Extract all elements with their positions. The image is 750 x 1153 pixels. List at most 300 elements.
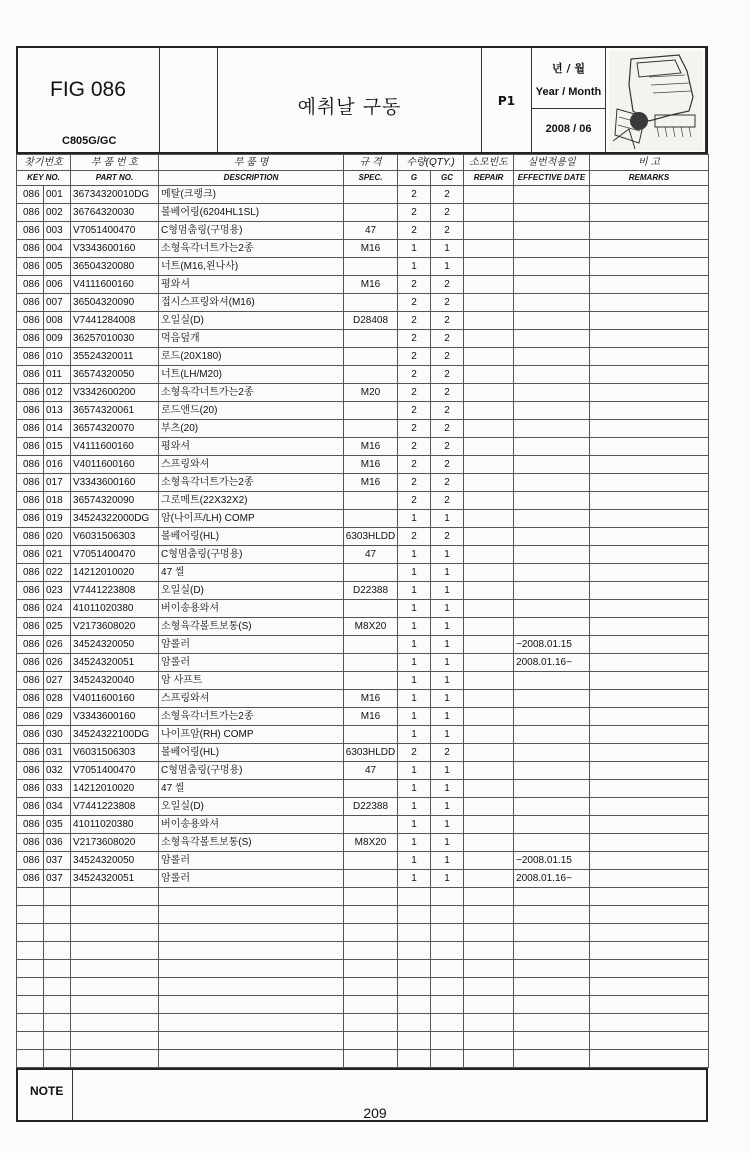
cell-desc: [159, 888, 344, 906]
cell-eff: [514, 690, 590, 708]
cell-eff: [514, 438, 590, 456]
cell-gc: 1: [431, 798, 464, 816]
table-row: [17, 1050, 709, 1068]
cell-rem: [590, 384, 709, 402]
cell-part: V7051400470: [71, 222, 159, 240]
table-row: [17, 186, 709, 204]
cell-desc: 47 씰: [159, 780, 344, 798]
cell-desc: [159, 960, 344, 978]
cell-eff: [514, 528, 590, 546]
col-qty-gc: GC: [431, 171, 464, 186]
cell-rem: [590, 780, 709, 798]
cell-k1: 086: [17, 492, 44, 510]
cell-k1: 086: [17, 528, 44, 546]
cell-rem: [590, 852, 709, 870]
cell-spec: [344, 654, 398, 672]
cell-k2: 019: [44, 510, 71, 528]
table-row: [17, 924, 709, 942]
cell-g: 2: [398, 384, 431, 402]
cell-k1: 086: [17, 636, 44, 654]
cell-rem: [590, 762, 709, 780]
table-row: [17, 1032, 709, 1050]
table-row: [17, 960, 709, 978]
cell-spec: [344, 492, 398, 510]
cell-gc: 2: [431, 276, 464, 294]
cell-rep: [464, 798, 514, 816]
cell-k1: [17, 996, 44, 1014]
cell-rep: [464, 1050, 514, 1068]
header-row-en: [17, 171, 709, 186]
cell-part: 34524320050: [71, 852, 159, 870]
cell-k2: 012: [44, 384, 71, 402]
col-eff-en: EFFECTIVE DATE: [514, 171, 590, 186]
cell-k2: 023: [44, 582, 71, 600]
cell-spec: 47: [344, 222, 398, 240]
cell-part: V7441284008: [71, 312, 159, 330]
cell-desc: 암 사프트: [159, 672, 344, 690]
cell-rep: [464, 384, 514, 402]
cell-desc: 너트(M16,왼나사): [159, 258, 344, 276]
table-row: [17, 222, 709, 240]
cell-gc: 2: [431, 312, 464, 330]
cell-part: V3342600200: [71, 384, 159, 402]
cell-g: 2: [398, 330, 431, 348]
cell-gc: 2: [431, 456, 464, 474]
cell-rep: [464, 240, 514, 258]
cell-k1: 086: [17, 474, 44, 492]
cell-k2: 021: [44, 546, 71, 564]
cell-k1: 086: [17, 420, 44, 438]
table-row: [17, 762, 709, 780]
cell-desc: 로드(20X180): [159, 348, 344, 366]
cell-part: 36734320010DG: [71, 186, 159, 204]
cell-eff: [514, 744, 590, 762]
cell-part: V4011600160: [71, 456, 159, 474]
cell-desc: 암롤러: [159, 870, 344, 888]
cell-desc: 47 씰: [159, 564, 344, 582]
cell-desc: 소형육각볼트보통(S): [159, 618, 344, 636]
cell-k1: 086: [17, 834, 44, 852]
cell-k2: [44, 942, 71, 960]
cell-gc: [431, 996, 464, 1014]
cell-k1: [17, 1032, 44, 1050]
cell-k2: [44, 906, 71, 924]
cell-part: [71, 1050, 159, 1068]
cell-eff: [514, 258, 590, 276]
cell-k1: [17, 924, 44, 942]
cell-spec: D28408: [344, 312, 398, 330]
cell-eff: [514, 186, 590, 204]
cell-eff: [514, 1050, 590, 1068]
cell-rep: [464, 186, 514, 204]
cell-eff: [514, 672, 590, 690]
cell-gc: [431, 906, 464, 924]
cell-spec: 6303HLDD: [344, 528, 398, 546]
cell-rep: [464, 690, 514, 708]
table-row: [17, 384, 709, 402]
cell-rem: [590, 330, 709, 348]
cell-spec: [344, 510, 398, 528]
cell-k2: 005: [44, 258, 71, 276]
cell-gc: 1: [431, 240, 464, 258]
cell-spec: [344, 636, 398, 654]
cell-g: [398, 1050, 431, 1068]
cell-k1: 086: [17, 582, 44, 600]
cell-k2: [44, 924, 71, 942]
cell-k2: 008: [44, 312, 71, 330]
cell-gc: 1: [431, 870, 464, 888]
cell-spec: D22388: [344, 582, 398, 600]
cell-desc: [159, 906, 344, 924]
cell-part: 34524320050: [71, 636, 159, 654]
cell-gc: 1: [431, 852, 464, 870]
cell-spec: [344, 1032, 398, 1050]
page-number: 209: [363, 1105, 387, 1121]
cell-rep: [464, 852, 514, 870]
cell-k2: 035: [44, 816, 71, 834]
table-row: [17, 474, 709, 492]
cell-desc: [159, 942, 344, 960]
year-month-label-kr: 년 / 월: [552, 62, 585, 75]
cell-gc: 2: [431, 492, 464, 510]
cell-eff: [514, 618, 590, 636]
cell-part: 34524320051: [71, 870, 159, 888]
cell-rem: [590, 402, 709, 420]
cell-gc: 1: [431, 708, 464, 726]
cell-gc: 1: [431, 510, 464, 528]
cell-g: 1: [398, 636, 431, 654]
cell-part: [71, 888, 159, 906]
cell-spec: [344, 852, 398, 870]
table-row: [17, 888, 709, 906]
cell-desc: [159, 1032, 344, 1050]
cell-g: 1: [398, 834, 431, 852]
cell-desc: 볼베어링(HL): [159, 744, 344, 762]
cell-part: 34524320040: [71, 672, 159, 690]
cell-k1: 086: [17, 276, 44, 294]
cell-gc: [431, 1032, 464, 1050]
col-qty-g: G: [398, 171, 431, 186]
cell-k2: [44, 888, 71, 906]
cell-g: 2: [398, 402, 431, 420]
cell-g: 1: [398, 510, 431, 528]
table-row: [17, 834, 709, 852]
cell-spec: [344, 258, 398, 276]
cell-rep: [464, 528, 514, 546]
cell-rep: [464, 366, 514, 384]
cell-eff: [514, 402, 590, 420]
cell-gc: 1: [431, 636, 464, 654]
cell-desc: C형멈춤링(구멍용): [159, 762, 344, 780]
col-part-en: PART NO.: [71, 171, 159, 186]
cell-eff: [514, 222, 590, 240]
cell-eff: [514, 330, 590, 348]
cell-gc: 1: [431, 726, 464, 744]
cell-spec: 47: [344, 546, 398, 564]
cell-k1: 086: [17, 330, 44, 348]
cell-part: [71, 924, 159, 942]
cell-k1: 086: [17, 258, 44, 276]
cell-rem: [590, 654, 709, 672]
cell-rep: [464, 1014, 514, 1032]
cell-eff: [514, 816, 590, 834]
table-row: [17, 330, 709, 348]
cell-part: 36574320050: [71, 366, 159, 384]
cell-eff: 2008.01.16~: [514, 870, 590, 888]
table-row: [17, 600, 709, 618]
cell-k1: 086: [17, 348, 44, 366]
table-row: [17, 942, 709, 960]
cell-k1: 086: [17, 366, 44, 384]
cell-k2: 026: [44, 654, 71, 672]
cell-k1: 086: [17, 456, 44, 474]
cell-spec: M16: [344, 438, 398, 456]
cell-g: 2: [398, 276, 431, 294]
parts-table: [16, 154, 709, 1068]
table-row: [17, 870, 709, 888]
cell-gc: 1: [431, 780, 464, 798]
cell-desc: 접시스프링와셔(M16): [159, 294, 344, 312]
cell-k1: 086: [17, 654, 44, 672]
cell-part: 41011020380: [71, 816, 159, 834]
col-desc-kr: 부 품 명: [159, 155, 344, 171]
cell-eff: [514, 420, 590, 438]
cell-k2: 033: [44, 780, 71, 798]
table-row: [17, 510, 709, 528]
cell-k2: [44, 1014, 71, 1032]
cell-g: 2: [398, 438, 431, 456]
cell-desc: 버이송용와셔: [159, 816, 344, 834]
cell-desc: 볼베어링(HL): [159, 528, 344, 546]
cell-rem: [590, 366, 709, 384]
cell-rep: [464, 420, 514, 438]
cell-rem: [590, 222, 709, 240]
cell-part: V4111600160: [71, 276, 159, 294]
cell-desc: 암(나이프/LH) COMP: [159, 510, 344, 528]
cell-k2: 016: [44, 456, 71, 474]
cell-g: [398, 1032, 431, 1050]
cell-gc: 1: [431, 618, 464, 636]
cell-rem: [590, 546, 709, 564]
cell-rep: [464, 348, 514, 366]
table-row: [17, 420, 709, 438]
cell-gc: 2: [431, 204, 464, 222]
cell-rep: [464, 816, 514, 834]
cell-spec: [344, 366, 398, 384]
cell-rep: [464, 744, 514, 762]
cell-k1: 086: [17, 204, 44, 222]
cell-gc: [431, 888, 464, 906]
cell-eff: [514, 582, 590, 600]
cell-part: 36574320061: [71, 402, 159, 420]
cell-desc: 그로메트(22X32X2): [159, 492, 344, 510]
cell-eff: [514, 600, 590, 618]
cell-k2: 010: [44, 348, 71, 366]
cell-desc: 소형육각볼트보통(S): [159, 834, 344, 852]
cell-desc: 나이프암(RH) COMP: [159, 726, 344, 744]
cell-k2: 001: [44, 186, 71, 204]
cell-g: 2: [398, 528, 431, 546]
cell-k2: 037: [44, 852, 71, 870]
col-qty-kr: 수량(QTY.): [398, 155, 464, 171]
cell-eff: [514, 1014, 590, 1032]
cell-k1: 086: [17, 438, 44, 456]
cell-spec: [344, 294, 398, 312]
cell-k1: 086: [17, 672, 44, 690]
cell-g: 1: [398, 600, 431, 618]
cell-spec: [344, 906, 398, 924]
cell-desc: 오일실(D): [159, 582, 344, 600]
cell-rep: [464, 960, 514, 978]
cell-k2: 025: [44, 618, 71, 636]
cell-eff: [514, 780, 590, 798]
cell-spec: [344, 996, 398, 1014]
header-row-kr: [17, 155, 709, 171]
cell-spec: 47: [344, 762, 398, 780]
cell-part: V4111600160: [71, 438, 159, 456]
cell-rem: [590, 186, 709, 204]
cell-k1: 086: [17, 384, 44, 402]
cell-rep: [464, 654, 514, 672]
cell-gc: 1: [431, 690, 464, 708]
cell-gc: [431, 1050, 464, 1068]
cell-k2: 003: [44, 222, 71, 240]
cell-gc: 1: [431, 582, 464, 600]
cell-rem: [590, 618, 709, 636]
cell-part: V7051400470: [71, 546, 159, 564]
cell-part: V6031506303: [71, 744, 159, 762]
col-rem-en: REMARKS: [590, 171, 709, 186]
cell-g: 1: [398, 618, 431, 636]
cell-g: [398, 960, 431, 978]
cell-rep: [464, 438, 514, 456]
cell-gc: 2: [431, 186, 464, 204]
cell-rem: [590, 420, 709, 438]
cell-eff: [514, 960, 590, 978]
table-row: [17, 618, 709, 636]
table-row: [17, 978, 709, 996]
cell-eff: [514, 798, 590, 816]
cell-gc: 1: [431, 564, 464, 582]
cell-gc: 2: [431, 384, 464, 402]
cell-part: 41011020380: [71, 600, 159, 618]
cell-k2: 015: [44, 438, 71, 456]
cell-spec: [344, 960, 398, 978]
cell-k1: 086: [17, 618, 44, 636]
table-row: [17, 312, 709, 330]
cell-desc: [159, 978, 344, 996]
page-code: P1: [497, 94, 516, 108]
table-row: [17, 204, 709, 222]
cell-part: 14212010020: [71, 564, 159, 582]
col-rem-kr: 비 고: [590, 155, 709, 171]
cell-g: [398, 978, 431, 996]
cell-gc: 2: [431, 366, 464, 384]
cell-rem: [590, 456, 709, 474]
figure-cell: [18, 48, 160, 152]
cell-gc: 2: [431, 474, 464, 492]
cell-eff: ~2008.01.15: [514, 636, 590, 654]
col-spec-en: SPEC.: [344, 171, 398, 186]
cell-k2: 028: [44, 690, 71, 708]
title-cell: [218, 48, 482, 152]
cell-k2: [44, 1032, 71, 1050]
cell-rep: [464, 456, 514, 474]
cell-k2: 036: [44, 834, 71, 852]
parts-sheet: [16, 46, 708, 1122]
cell-part: [71, 942, 159, 960]
table-row: [17, 654, 709, 672]
cell-eff: [514, 762, 590, 780]
cell-desc: 소형육각너트가는2종: [159, 708, 344, 726]
cell-eff: [514, 240, 590, 258]
cell-g: 2: [398, 294, 431, 312]
cell-rem: [590, 348, 709, 366]
cell-spec: [344, 672, 398, 690]
table-row: [17, 672, 709, 690]
cell-g: 1: [398, 726, 431, 744]
cell-part: V2173608020: [71, 834, 159, 852]
year-month-cell: [532, 48, 606, 152]
table-row: [17, 402, 709, 420]
cell-rep: [464, 996, 514, 1014]
cell-gc: 2: [431, 438, 464, 456]
combine-harvester-icon: [609, 51, 703, 151]
cell-rep: [464, 708, 514, 726]
cell-g: 1: [398, 852, 431, 870]
cell-desc: 스프링와셔: [159, 690, 344, 708]
cell-spec: M8X20: [344, 618, 398, 636]
cell-g: 1: [398, 546, 431, 564]
cell-spec: M16: [344, 240, 398, 258]
cell-k2: 037: [44, 870, 71, 888]
cell-rep: [464, 888, 514, 906]
cell-eff: [514, 942, 590, 960]
cell-spec: [344, 186, 398, 204]
table-row: [17, 996, 709, 1014]
cell-k1: 086: [17, 726, 44, 744]
table-row: [17, 816, 709, 834]
cell-rep: [464, 474, 514, 492]
cell-g: 2: [398, 186, 431, 204]
cell-spec: M16: [344, 456, 398, 474]
cell-k2: 017: [44, 474, 71, 492]
table-row: [17, 744, 709, 762]
cell-desc: 로드앤드(20): [159, 402, 344, 420]
cell-spec: M16: [344, 708, 398, 726]
cell-eff: [514, 456, 590, 474]
cell-rem: [590, 708, 709, 726]
cell-eff: [514, 996, 590, 1014]
cell-g: 2: [398, 744, 431, 762]
cell-rem: [590, 924, 709, 942]
cell-spec: [344, 1014, 398, 1032]
cell-gc: [431, 924, 464, 942]
cell-k1: 086: [17, 510, 44, 528]
cell-gc: 1: [431, 546, 464, 564]
note-label: NOTE: [30, 1084, 64, 1098]
cell-rem: [590, 690, 709, 708]
cell-desc: 평와셔: [159, 438, 344, 456]
cell-k2: [44, 978, 71, 996]
cell-spec: [344, 1050, 398, 1068]
year-month-label-en: Year / Month: [535, 86, 602, 98]
cell-rem: [590, 1032, 709, 1050]
cell-rem: [590, 438, 709, 456]
cell-eff: [514, 708, 590, 726]
cell-g: 1: [398, 798, 431, 816]
cell-part: V2173608020: [71, 618, 159, 636]
